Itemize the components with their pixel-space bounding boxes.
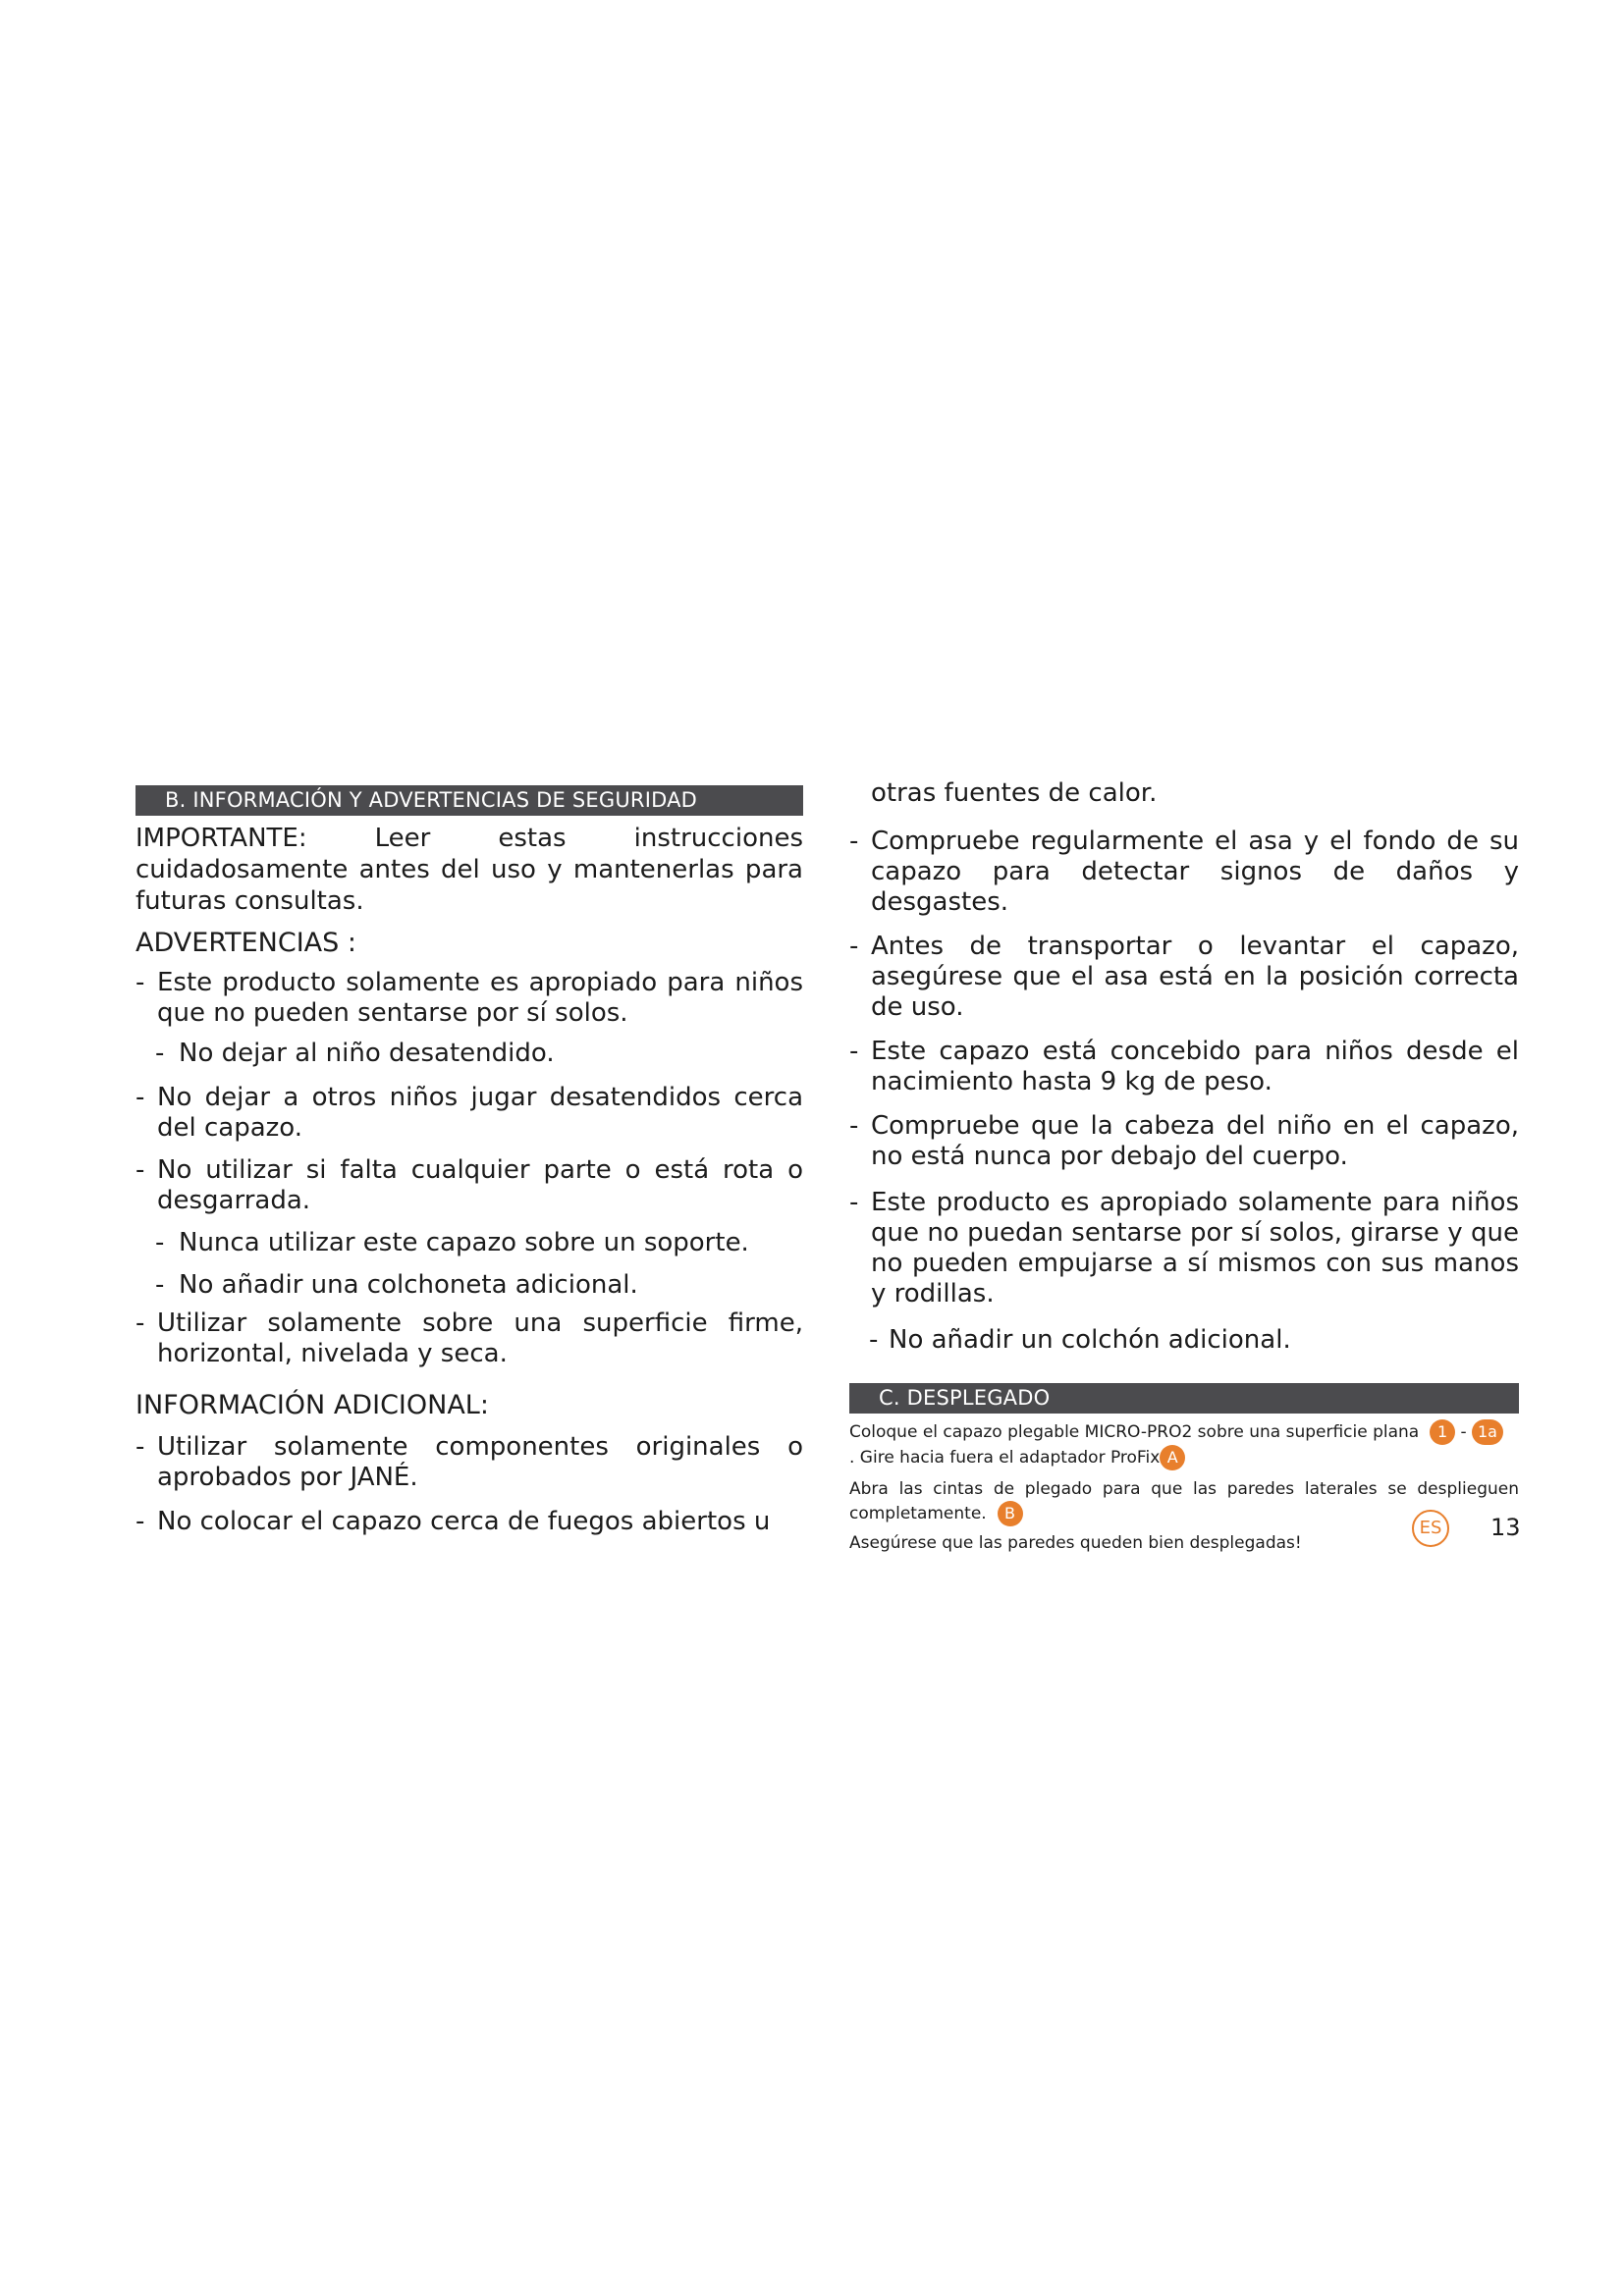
page-number: 13 bbox=[1490, 1514, 1521, 1541]
warning-item: - Compruebe regularmente el asa y el fondo de su capazo para detectar signos de daños y desgastes. bbox=[849, 827, 1519, 917]
warning-item: - Utilizar solamente sobre una superficie firme, horizontal, nivelada y seca. bbox=[135, 1308, 803, 1368]
left-column bbox=[135, 785, 803, 1537]
callout-a-badge: A bbox=[1160, 1445, 1185, 1470]
warning-item: - No dejar a otros niños jugar desatendidos cerca del capazo. bbox=[135, 1083, 803, 1143]
warning-item: - Antes de transportar o levantar el capazo, asegúrese que el asa está en la posición correcta de uso. bbox=[849, 932, 1519, 1022]
step-1a-badge: 1a bbox=[1472, 1419, 1503, 1445]
deploy-step-1: Coloque el capazo plegable MICRO-PRO2 sobre una superficie plana 1 - 1a . Gire hacia fuera el adaptador ProFix A bbox=[849, 1419, 1519, 1470]
step-1-badge: 1 bbox=[1430, 1419, 1455, 1445]
additional-heading: INFORMACIÓN ADICIONAL: bbox=[135, 1390, 489, 1420]
section-c-title: C. DESPLEGADO bbox=[849, 1383, 1519, 1414]
section-b-title: B. INFORMACIÓN Y ADVERTENCIAS DE SEGURIDAD bbox=[135, 785, 803, 816]
warning-subitem: - No añadir un colchón adicional. bbox=[869, 1325, 1291, 1355]
warnings-heading: ADVERTENCIAS : bbox=[135, 928, 356, 958]
important-text: Leer estas instrucciones cuidadosamente antes del uso y mantenerlas para futuras consultas. bbox=[135, 824, 803, 916]
important-note bbox=[135, 823, 803, 917]
warning-item: - No utilizar si falta cualquier parte o está rota o desgarrada. bbox=[135, 1155, 803, 1215]
language-badge: ES bbox=[1412, 1510, 1449, 1547]
additional-item: - No colocar el capazo cerca de fuegos abiertos u bbox=[135, 1507, 771, 1536]
warning-item: - Este producto es apropiado solamente para niños que no puedan sentarse por sí solos, girarse y que no pueden empujarse a sí mismos con sus manos y rodillas. bbox=[849, 1188, 1519, 1308]
deploy-step-3: Asegúrese que las paredes queden bien desplegadas! bbox=[849, 1533, 1302, 1553]
deploy-step-2: Abra las cintas de plegado para que las paredes laterales se desplieguen completamente. B bbox=[849, 1478, 1519, 1526]
warning-subitem: - No dejar al niño desatendido. bbox=[155, 1039, 555, 1068]
warning-item: - Este capazo está concebido para niños desde el nacimiento hasta 9 kg de peso. bbox=[849, 1037, 1519, 1096]
warning-subitem: - Nunca utilizar este capazo sobre un soporte. bbox=[155, 1228, 749, 1257]
warning-subitem: - No añadir una colchoneta adicional. bbox=[155, 1270, 638, 1300]
important-label: IMPORTANTE: bbox=[135, 824, 307, 853]
continuation-text: otras fuentes de calor. bbox=[871, 778, 1158, 808]
warning-item: - Este producto solamente es apropiado para niños que no pueden sentarse por sí solos. bbox=[135, 968, 803, 1028]
callout-b-badge: B bbox=[998, 1501, 1023, 1526]
warning-item: - Compruebe que la cabeza del niño en el capazo, no está nunca por debajo del cuerpo. bbox=[849, 1111, 1519, 1171]
additional-item: - Utilizar solamente componentes originales o aprobados por JANÉ. bbox=[135, 1432, 803, 1492]
right-column bbox=[849, 777, 1519, 1555]
